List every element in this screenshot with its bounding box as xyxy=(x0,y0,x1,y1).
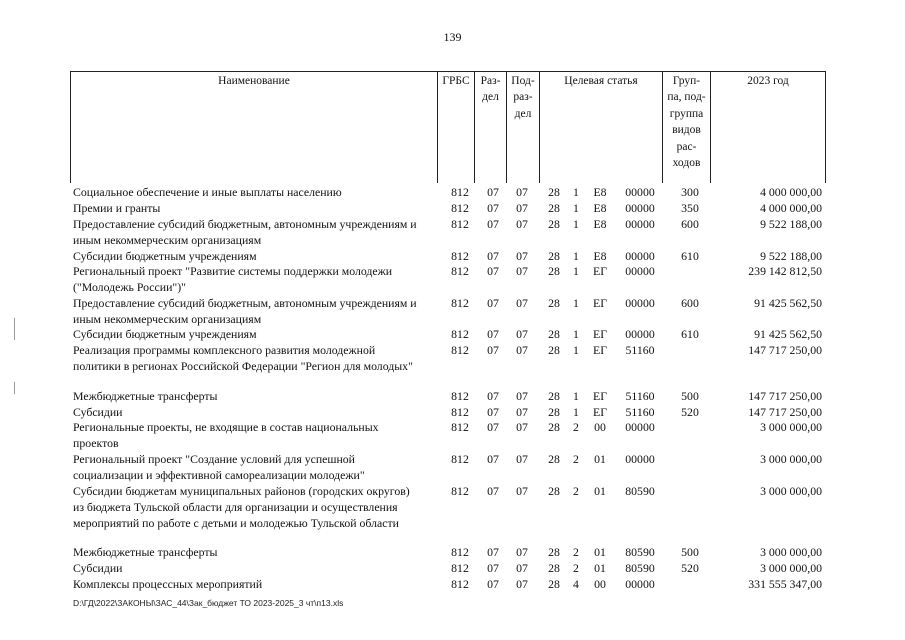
name-cell xyxy=(73,561,438,577)
target-part4-cell: 00000 xyxy=(625,217,655,231)
header-podrazdel-line: раз- xyxy=(513,91,533,104)
name-line: Региональный проект "Создание условий для успешной xyxy=(73,452,355,466)
razdel-cell: 07 xyxy=(487,484,499,498)
target-part2-cell: 1 xyxy=(573,343,579,357)
name-line: Предоставление субсидий бюджетным, автономным учреждениям и xyxy=(73,296,417,310)
target-part3-cell: 01 xyxy=(594,545,606,559)
target-part4-cell: 80590 xyxy=(625,484,655,498)
amount-cell: 147 717 250,00 xyxy=(748,389,822,403)
name-line: Субсидии xyxy=(73,561,123,575)
target-part1-cell: 28 xyxy=(548,452,560,466)
target-part4-cell: 00000 xyxy=(625,327,655,341)
target-part4-cell: 00000 xyxy=(625,185,655,199)
grbs-cell: 812 xyxy=(451,484,469,498)
target-part1-cell: 28 xyxy=(548,561,560,575)
expense-group-cell: 610 xyxy=(681,327,699,341)
name-line: проектов xyxy=(73,435,119,450)
amount-cell: 3 000 000,00 xyxy=(760,420,822,434)
grbs-cell: 812 xyxy=(451,405,469,419)
razdel-cell: 07 xyxy=(487,185,499,199)
target-part3-cell: ЕГ xyxy=(592,389,608,403)
target-part4-cell: 00000 xyxy=(625,249,655,263)
name-line: иным некоммерческим организациям xyxy=(73,311,262,326)
grbs-cell: 812 xyxy=(451,201,469,215)
name-cell xyxy=(73,452,438,484)
name-cell xyxy=(73,185,438,201)
expense-group-cell: 600 xyxy=(681,217,699,231)
target-part4-cell: 00000 xyxy=(625,452,655,466)
name-cell xyxy=(73,217,438,249)
name-cell xyxy=(73,484,438,531)
grbs-cell: 812 xyxy=(451,343,469,357)
header-group-line: рас- xyxy=(676,140,697,153)
grbs-cell: 812 xyxy=(451,249,469,263)
target-part3-cell: Е8 xyxy=(593,249,607,263)
podrazdel-cell: 07 xyxy=(516,389,528,403)
name-line: Субсидии бюджетным учреждениям xyxy=(73,249,257,263)
podrazdel-cell: 07 xyxy=(516,249,528,263)
name-line: Премии и гранты xyxy=(73,201,161,215)
razdel-cell: 07 xyxy=(487,217,499,231)
page-number: 139 xyxy=(443,30,462,44)
podrazdel-cell: 07 xyxy=(516,264,528,278)
amount-cell: 331 555 347,00 xyxy=(748,577,822,591)
name-cell xyxy=(73,389,438,405)
target-part1-cell: 28 xyxy=(548,296,560,310)
target-part2-cell: 1 xyxy=(573,217,579,231)
header-razdel-line: дел xyxy=(482,91,499,104)
grbs-cell: 812 xyxy=(451,389,469,403)
razdel-cell: 07 xyxy=(487,577,499,591)
expense-group-cell: 600 xyxy=(681,296,699,310)
scan-margin-mark xyxy=(14,382,15,394)
name-line: Реализация программы комплексного развития молодежной xyxy=(73,343,376,357)
target-part3-cell: Е8 xyxy=(593,201,607,215)
target-part1-cell: 28 xyxy=(548,217,560,231)
target-part3-cell: 00 xyxy=(594,577,606,591)
name-line: Субсидии бюджетным учреждениям xyxy=(73,327,257,341)
amount-cell: 3 000 000,00 xyxy=(760,545,822,559)
podrazdel-cell: 07 xyxy=(516,420,528,434)
razdel-cell: 07 xyxy=(487,327,499,341)
scan-margin-mark xyxy=(14,318,15,340)
target-part3-cell: ЕГ xyxy=(592,296,608,310)
razdel-cell: 07 xyxy=(487,405,499,419)
amount-cell: 91 425 562,50 xyxy=(754,327,822,341)
target-part3-cell: ЕГ xyxy=(592,264,608,278)
target-part2-cell: 2 xyxy=(573,561,579,575)
razdel-cell: 07 xyxy=(487,389,499,403)
name-line: Межбюджетные трансферты xyxy=(73,389,218,403)
amount-cell: 9 522 188,00 xyxy=(760,217,822,231)
header-target: Целевая статья xyxy=(539,72,662,183)
name-cell xyxy=(73,201,438,217)
grbs-cell: 812 xyxy=(451,264,469,278)
target-part1-cell: 28 xyxy=(548,185,560,199)
razdel-cell: 07 xyxy=(487,264,499,278)
podrazdel-cell: 07 xyxy=(516,185,528,199)
amount-cell: 147 717 250,00 xyxy=(748,343,822,357)
grbs-cell: 812 xyxy=(451,420,469,434)
target-part1-cell: 28 xyxy=(548,389,560,403)
file-path-footer: D:\ГД\2022\ЗАКОНЫ\ЗАС_44\Зак_бюджет ТО 2023-2025_3 чт\п13.xls xyxy=(73,598,344,608)
expense-group-cell: 300 xyxy=(681,185,699,199)
grbs-cell: 812 xyxy=(451,577,469,591)
target-part4-cell: 00000 xyxy=(625,577,655,591)
target-part1-cell: 28 xyxy=(548,577,560,591)
target-part2-cell: 1 xyxy=(573,327,579,341)
target-part2-cell: 2 xyxy=(573,484,579,498)
name-cell xyxy=(73,264,438,296)
name-cell xyxy=(73,327,438,343)
target-part1-cell: 28 xyxy=(548,484,560,498)
podrazdel-cell: 07 xyxy=(516,561,528,575)
name-line: Региональные проекты, не входящие в состав национальных xyxy=(73,420,379,434)
expense-group-cell: 500 xyxy=(681,545,699,559)
razdel-cell: 07 xyxy=(487,561,499,575)
expense-group-cell: 350 xyxy=(681,201,699,215)
target-part3-cell: ЕГ xyxy=(592,343,608,357)
name-line: иным некоммерческим организациям xyxy=(73,232,262,247)
target-part4-cell: 51160 xyxy=(625,405,655,419)
target-part3-cell: 01 xyxy=(594,561,606,575)
podrazdel-cell: 07 xyxy=(516,296,528,310)
grbs-cell: 812 xyxy=(451,545,469,559)
target-part3-cell: ЕГ xyxy=(592,405,608,419)
target-part2-cell: 2 xyxy=(573,452,579,466)
podrazdel-cell: 07 xyxy=(516,577,528,591)
target-part3-cell: 01 xyxy=(594,484,606,498)
name-line: Социальное обеспечение и иные выплаты населению xyxy=(73,185,342,199)
target-part2-cell: 1 xyxy=(573,389,579,403)
podrazdel-cell: 07 xyxy=(516,327,528,341)
amount-cell: 3 000 000,00 xyxy=(760,452,822,466)
name-line: Комплексы процессных мероприятий xyxy=(73,577,263,591)
target-part3-cell: Е8 xyxy=(593,185,607,199)
expense-group-cell: 520 xyxy=(681,561,699,575)
podrazdel-cell: 07 xyxy=(516,343,528,357)
amount-cell: 4 000 000,00 xyxy=(760,185,822,199)
razdel-cell: 07 xyxy=(487,296,499,310)
name-cell xyxy=(73,343,438,375)
name-line: ("Молодежь России")" xyxy=(73,279,186,294)
header-podrazdel-line: Под- xyxy=(511,75,535,87)
target-part4-cell: 51160 xyxy=(625,343,655,357)
target-part4-cell: 00000 xyxy=(625,420,655,434)
target-part1-cell: 28 xyxy=(548,249,560,263)
target-part4-cell: 00000 xyxy=(625,296,655,310)
name-line: мероприятий по работе с детьми и молодежью Тульской области xyxy=(73,515,399,530)
amount-cell: 91 425 562,50 xyxy=(754,296,822,310)
target-part2-cell: 1 xyxy=(573,249,579,263)
expense-group-cell: 610 xyxy=(681,249,699,263)
target-part3-cell: ЕГ xyxy=(592,327,608,341)
target-part4-cell: 00000 xyxy=(625,264,655,278)
name-line: политики в регионах Российской Федерации "Регион для молодых" xyxy=(73,358,413,373)
target-part1-cell: 28 xyxy=(548,420,560,434)
podrazdel-cell: 07 xyxy=(516,484,528,498)
target-part2-cell: 1 xyxy=(573,201,579,215)
grbs-cell: 812 xyxy=(451,327,469,341)
razdel-cell: 07 xyxy=(487,452,499,466)
header-razdel-line: Раз- xyxy=(480,75,501,87)
header-name: Наименование xyxy=(70,72,437,183)
header-group-line: Груп- xyxy=(672,75,701,87)
podrazdel-cell: 07 xyxy=(516,217,528,231)
header-group-line: па, под- xyxy=(667,91,706,104)
target-part2-cell: 1 xyxy=(573,296,579,310)
grbs-cell: 812 xyxy=(451,217,469,231)
name-line: из бюджета Тульской области для организации и осуществления xyxy=(73,499,398,514)
amount-cell: 4 000 000,00 xyxy=(760,201,822,215)
target-part2-cell: 2 xyxy=(573,420,579,434)
amount-cell: 9 522 188,00 xyxy=(760,249,822,263)
header-grbs: ГРБС xyxy=(437,72,474,183)
target-part4-cell: 80590 xyxy=(625,561,655,575)
name-line: Межбюджетные трансферты xyxy=(73,545,218,559)
amount-cell: 3 000 000,00 xyxy=(760,561,822,575)
target-part3-cell: 01 xyxy=(594,452,606,466)
target-part2-cell: 1 xyxy=(573,405,579,419)
expense-group-cell: 500 xyxy=(681,389,699,403)
name-cell xyxy=(73,577,438,593)
target-part1-cell: 28 xyxy=(548,264,560,278)
target-part2-cell: 1 xyxy=(573,185,579,199)
target-part1-cell: 28 xyxy=(548,545,560,559)
target-part2-cell: 2 xyxy=(573,545,579,559)
expense-group-cell: 520 xyxy=(681,405,699,419)
podrazdel-cell: 07 xyxy=(516,452,528,466)
name-line: Предоставление субсидий бюджетным, автономным учреждениям и xyxy=(73,217,417,231)
target-part2-cell: 4 xyxy=(573,577,579,591)
target-part1-cell: 28 xyxy=(548,201,560,215)
target-part1-cell: 28 xyxy=(548,405,560,419)
target-part2-cell: 1 xyxy=(573,264,579,278)
podrazdel-cell: 07 xyxy=(516,201,528,215)
target-part4-cell: 80590 xyxy=(625,545,655,559)
target-part1-cell: 28 xyxy=(548,343,560,357)
target-part1-cell: 28 xyxy=(548,327,560,341)
header-group-line: ходов xyxy=(672,157,701,170)
podrazdel-cell: 07 xyxy=(516,405,528,419)
target-part4-cell: 51160 xyxy=(625,389,655,403)
razdel-cell: 07 xyxy=(487,545,499,559)
name-line: Субсидии бюджетам муниципальных районов (городских округов) xyxy=(73,484,410,498)
header-podrazdel-line: дел xyxy=(514,107,532,120)
name-line: Региональный проект "Развитие системы поддержки молодежи xyxy=(73,264,393,278)
amount-cell: 239 142 812,50 xyxy=(748,264,822,278)
grbs-cell: 812 xyxy=(451,296,469,310)
grbs-cell: 812 xyxy=(451,185,469,199)
target-part3-cell: Е8 xyxy=(593,217,607,231)
name-cell xyxy=(73,405,438,421)
razdel-cell: 07 xyxy=(487,201,499,215)
razdel-cell: 07 xyxy=(487,420,499,434)
target-part4-cell: 00000 xyxy=(625,201,655,215)
name-line: Субсидии xyxy=(73,405,123,419)
header-group-line: группа xyxy=(669,107,704,120)
name-cell xyxy=(73,296,438,328)
razdel-cell: 07 xyxy=(487,343,499,357)
header-year: 2023 год xyxy=(710,72,826,183)
podrazdel-cell: 07 xyxy=(516,545,528,559)
name-cell xyxy=(73,545,438,561)
header-group-line: видов xyxy=(672,124,701,137)
amount-cell: 3 000 000,00 xyxy=(760,484,822,498)
target-part3-cell: 00 xyxy=(594,420,606,434)
razdel-cell: 07 xyxy=(487,249,499,263)
grbs-cell: 812 xyxy=(451,561,469,575)
name-line: социализации и эффективной самореализации молодежи" xyxy=(73,467,365,482)
name-cell xyxy=(73,249,438,265)
grbs-cell: 812 xyxy=(451,452,469,466)
name-cell xyxy=(73,420,438,452)
amount-cell: 147 717 250,00 xyxy=(748,405,822,419)
